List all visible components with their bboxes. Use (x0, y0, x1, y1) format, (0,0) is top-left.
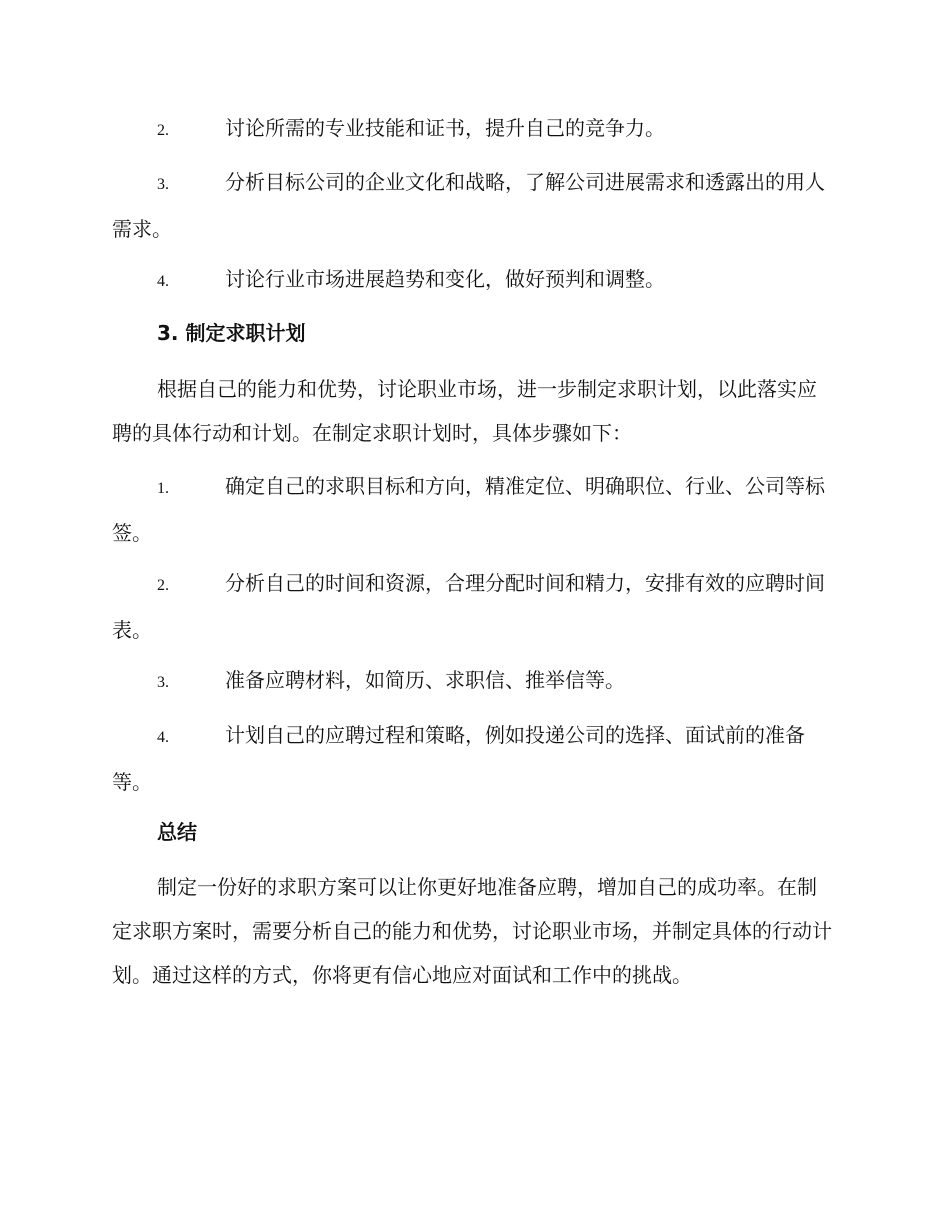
summary-paragraph: 制定一份好的求职方案可以让你更好地准备应聘，增加自己的成功率。在制定求职方案时，需要分析自己的能力和优势，讨论职业市场，并制定具体的行动计划。通过这样的方式，你将更有信心地应对面试和工作中的挑战。 (112, 875, 832, 987)
list-number: 3. (157, 176, 169, 193)
list-text: 分析目标公司的企业文化和战略，了解公司进展需求和透露出的用人需求。 (112, 170, 825, 241)
list-item (112, 257, 834, 304)
summary-heading: 总结 (157, 820, 197, 844)
list-item (112, 106, 834, 153)
list-item (112, 713, 834, 804)
list-number: 4. (157, 273, 169, 290)
list-number: 3. (157, 674, 169, 691)
list-text: 分析自己的时间和资源，合理分配时间和精力，安排有效的应聘时间表。 (112, 571, 825, 642)
list-number: 2. (157, 577, 169, 594)
list-item (112, 160, 834, 251)
list-text: 讨论行业市场进展趋势和变化，做好预判和调整。 (225, 267, 665, 291)
list-text: 准备应聘材料，如简历、求职信、推举信等。 (225, 668, 625, 692)
list-text: 确定自己的求职目标和方向，精准定位、明确职位、行业、公司等标签。 (112, 474, 825, 545)
list-number: 4. (157, 729, 169, 746)
list-item (112, 561, 834, 652)
list-number: 2. (157, 122, 169, 139)
list-number: 1. (157, 480, 169, 497)
section-intro-paragraph: 根据自己的能力和优势，讨论职业市场，进一步制定求职计划，以此落实应聘的具体行动和计划。在制定求职计划时，具体步骤如下： (112, 377, 817, 445)
list-item (112, 464, 834, 555)
list-text: 计划自己的应聘过程和策略，例如投递公司的选择、面试前的准备等。 (112, 723, 805, 794)
list-item (112, 658, 834, 705)
list-text: 讨论所需的专业技能和证书，提升自己的竞争力。 (225, 116, 665, 140)
section-heading: 3. 制定求职计划 (157, 321, 306, 345)
